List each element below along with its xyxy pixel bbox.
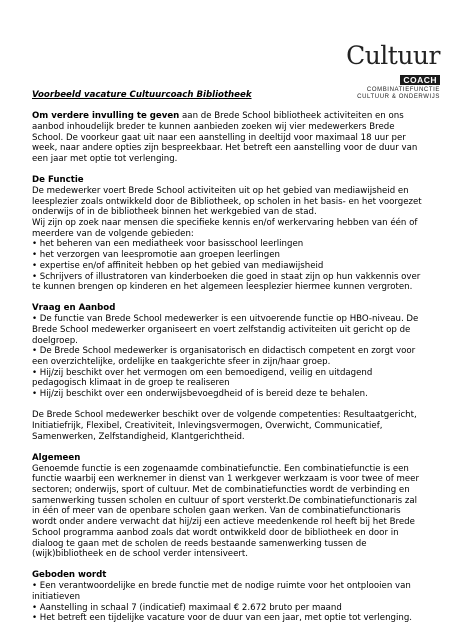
bullet-item: • De functie van Brede School medewerker is een uitvoerende functie op HBO-niveau. De	[32, 314, 419, 325]
algemeen-paragraph: Genoemde functie is een zogenaamde combinatiefunctie. Een combinatiefunctie is een functie waarbij een werknemer in dienst van 1 werkgever werkzaam is voor twee of meer sectoren; onderwijs, sport of cultuur. Met de combinatiefuncties wordt de verbinding en samenwerking tussen scholen en cultuur of sport versterkt.De combinatiefunctionaris zal in één of meer van de openbare scholen gaan werken. Van de combinatiefunctionaris wordt onder andere verwacht dat hij/zij een actieve meedenkende rol heeft bij het Brede School programma aanbod zoals dat wordt ontwikkeld door de bibliotheek en door in dialoog te gaan met de scholen de reeds bestaande samenwerking tussen de (wijk)bibliotheek en de school verder intensiveert.	[32, 463, 419, 560]
bullet-item: • De Brede School medewerker is organisatorisch en didactisch competent en zorgt voor	[32, 346, 416, 357]
bullet-item: • Het betreft een tijdelijke vacature voor de duur van een jaar, met optie tot verlenging.	[32, 613, 413, 624]
section-functie-body	[32, 186, 424, 293]
logo-subtitle-1: COMBINATIEFUNCTIE	[366, 87, 440, 93]
bullet-item: • Aanstelling in schaal 7 (indicatief) maximaal € 2.672 bruto per maand	[32, 602, 342, 613]
bullet-item: • het verzorgen van leespromotie aan groepen leerlingen	[32, 250, 280, 261]
logo-coach-badge: COACH	[400, 75, 440, 85]
bullet-item-continued: te kunnen brengen op kinderen en het algemeen leesplezier hiermee kunnen vergroten.	[32, 282, 413, 293]
document-title: Voorbeeld vacature Cultuurcoach Bibliotheek	[32, 90, 252, 100]
text-line: meerdere van de volgende gebieden:	[32, 228, 194, 239]
bullet-item: • Schrijvers of illustratoren van kinderboeken die goed in staat zijn op hun vakkennis over	[32, 271, 421, 282]
text-line: initiatieven	[32, 591, 81, 602]
logo-wordmark: Cultuur	[346, 41, 440, 70]
section-heading-vraag-aanbod: Vraag en Aanbod	[32, 303, 116, 314]
text-line: een overzichtelijke, ordelijke en taakgerichte sfeer in zijn/haar groep.	[32, 356, 331, 367]
bullet-item: • het beheren van een mediatheek voor basisschool leerlingen	[32, 239, 304, 250]
section-geboden-body	[32, 581, 424, 624]
bullet-item: • Hij/zij beschikt over een onderwijsbevoegdheid of is bereid deze te behalen.	[32, 389, 368, 400]
intro-paragraph	[32, 111, 424, 165]
text-line: doelgroep.	[32, 335, 78, 346]
text-line: onderwijs of in de bibliotheek binnen het werkgebied van de stad.	[32, 207, 317, 218]
section-heading-algemeen: Algemeen	[32, 452, 81, 463]
text-line: leesplezier zoals ontwikkeld door de Bibliotheek, op scholen in het basis- en het voorgezet	[32, 196, 422, 207]
text-line: Wij zijn op zoek naar mensen die specifieke kennis en/of werkervaring hebben van één of	[32, 218, 418, 229]
vacancy-document	[32, 90, 424, 624]
section-heading-geboden-wordt: Geboden wordt	[32, 570, 107, 581]
competencies-paragraph: De Brede School medewerker beschikt over de volgende competenties: Resultaatgericht, Initiatiefrijk, Flexibel, Creativiteit, Inlevingsvermogen, Overwicht, Communicatief, Samenwerken, Zelfstandigheid, Klantgerichtheid.	[32, 410, 417, 442]
bullet-item: • Hij/zij beschikt over het vermogen om een bemoedigend, veilig en uitdagend	[32, 367, 373, 378]
text-line: Brede School medewerker organiseert en voert zelfstandig activiteiten uit gericht op de	[32, 324, 411, 335]
intro-bold-lead: Om verdere invulling te geven	[32, 111, 180, 122]
bullet-item: • Een verantwoordelijke en brede functie met de nodige ruimte voor het ontplooien van	[32, 581, 411, 592]
section-vraag-aanbod-body	[32, 314, 424, 400]
bullet-item: • expertise en/of affiniteit hebben op het gebied van mediawijsheid	[32, 260, 324, 271]
intro-text: aan de Brede School bibliotheek activiteiten en ons aanbod inhoudelijk breder te kunnen aanbieden zoeken wij vier medewerkers Brede School. De voorkeur gaat uit naar een aanstelling in deeltijd voor maximaal 18 uur per week, naar andere opties zijn bespreekbaar. Het betreft een aanstelling voor de duur van een jaar met optie tot verlenging.	[32, 111, 418, 165]
text-line: pedagogisch klimaat in de groep te realiseren	[32, 378, 230, 389]
logo-subtitle-2: CULTUUR & ONDERWIJS	[357, 94, 440, 100]
text-line: De medewerker voert Brede School activiteiten uit op het gebied van mediawijsheid en	[32, 185, 409, 196]
section-heading-functie: De Functie	[32, 175, 84, 186]
